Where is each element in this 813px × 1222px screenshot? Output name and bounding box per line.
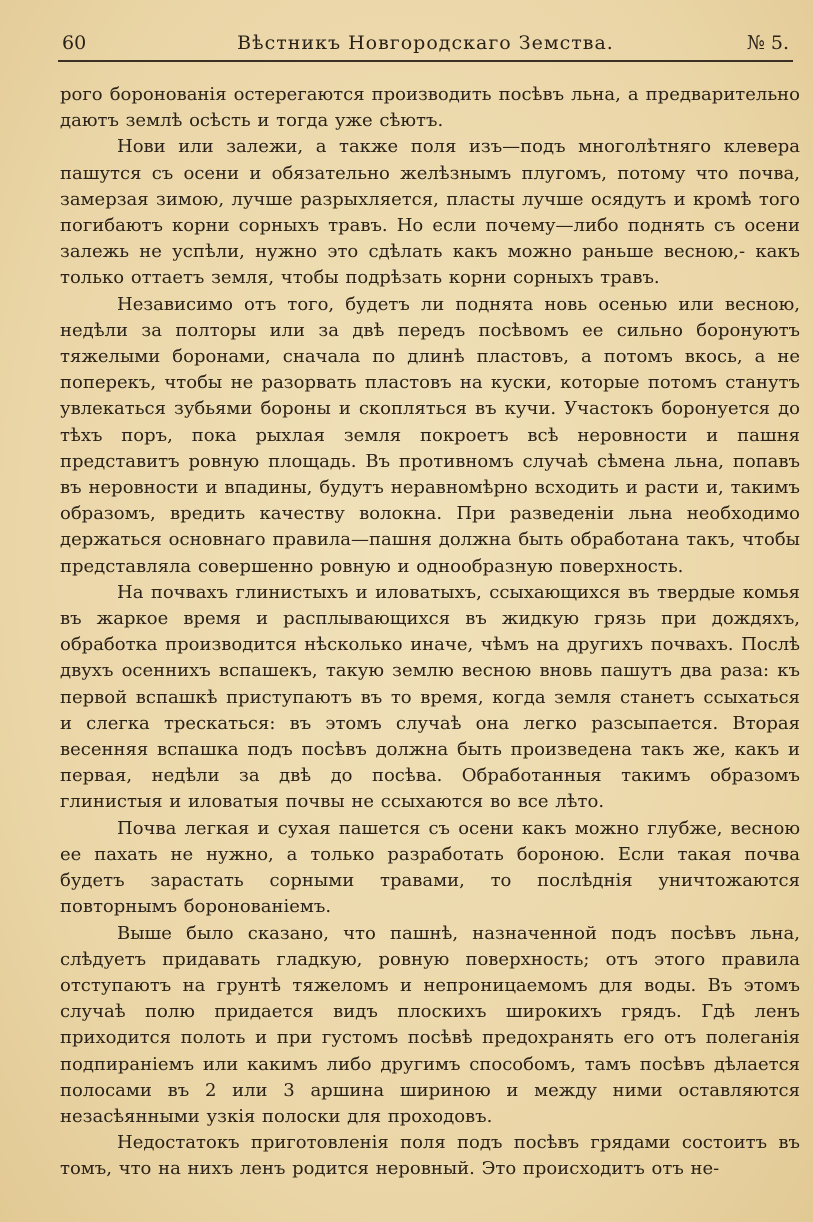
paragraph: Независимо отъ того, будетъ ли поднята новь осенью или весною, недѣли за полторы или за двѣ передъ посѣвомъ ее сильно боронуютъ тяжелыми боронами, сначала по длинѣ пластовъ, а потомъ вкось, а не поперекъ, чтобы не разорвать пластовъ на куски, которые потомъ станутъ увлекаться зубьями бороны и скопляться въ кучи. Участокъ боронуется до тѣхъ поръ, пока рыхлая земля покроетъ всѣ неровности и пашня представитъ ровную площадь. Въ противномъ случаѣ сѣмена льна, попавъ въ неровности и впадины, будутъ неравномѣрно всходить и расти и, такимъ образомъ, вредить качеству волокна. При разведеніи льна необходимо держаться основнаго правила—пашня должна быть обработана такъ, чтобы представляла совершенно ровную и однообразную поверхность. [60,293,800,577]
paragraph: На почвахъ глинистыхъ и иловатыхъ, ссыхающихся въ твердые комья въ жаркое время и расплывающихся въ жидкую грязь при дождяхъ, обработка производится нѣсколько иначе, чѣмъ на другихъ почвахъ. Послѣ двухъ осеннихъ вспашекъ, такую землю весною вновь пашутъ два раза: къ первой вспашкѣ приступаютъ въ то время, когда земля станетъ ссыхаться и слегка трескаться: въ этомъ случаѣ она легко разсыпается. Вторая весенняя вспашка подъ посѣвъ должна быть произведена такъ же, какъ и первая, недѣли за двѣ до посѣва. Обработанныя такимъ образомъ глинистыя и иловатыя почвы не ссыхаются во все лѣто. [60,581,800,813]
paragraph: рого боронованія остерегаются производить посѣвъ льна, а предварительно даютъ землѣ осѣсть и тогда уже сѣютъ. [60,84,800,132]
issue-number: № 5. [746,32,789,54]
running-header [58,30,793,62]
body-text [60,82,800,1183]
paragraph: Выше было сказано, что пашнѣ, назначенной подъ посѣвъ льна, слѣдуетъ придавать гладкую, ровную поверхность; отъ этого правила отступаютъ на грунтѣ тяжеломъ и непроницаемомъ для воды. Въ этомъ случаѣ полю придается видъ плоскихъ широкихъ грядъ. Гдѣ ленъ приходится полоть и при густомъ посѣвѣ предохранять его отъ полеганія подпираніемъ или какимъ либо другимъ способомъ, тамъ посѣвъ дѣлается полосами въ 2 или 3 аршина шириною и между ними оставляются незасѣянными узкія полоски для проходовъ. [60,922,800,1127]
journal-title: Вѣстникъ Новгородскаго Земства. [237,32,614,54]
paragraph: Недостатокъ приготовленія поля подъ посѣвъ грядами состоитъ въ томъ, что на нихъ ленъ родится неровный. Это происходитъ отъ не- [60,1132,800,1180]
paragraph: Нови или залежи, а также поля изъ—подъ многолѣтняго клевера пашутся съ осени и обязательно желѣзнымъ плугомъ, потому что почва, замерзая зимою, лучше разрыхляется, пласты лучше осядутъ и кромѣ того погибаютъ корни сорныхъ травъ. Но если почему—либо поднять съ осени залежь не успѣли, нужно это сдѣлать какъ можно раньше весною,- какъ только оттаетъ земля, чтобы подрѣзать корни сорныхъ травъ. [60,136,800,289]
paragraph: Почва легкая и сухая пашется съ осени какъ можно глубже, весною ее пахать не нужно, а только разработать бороною. Если такая почва будетъ зарастать сорными травами, то послѣднія уничтожаются повторнымъ боронованіемъ. [60,817,800,918]
page-number: 60 [62,32,87,54]
